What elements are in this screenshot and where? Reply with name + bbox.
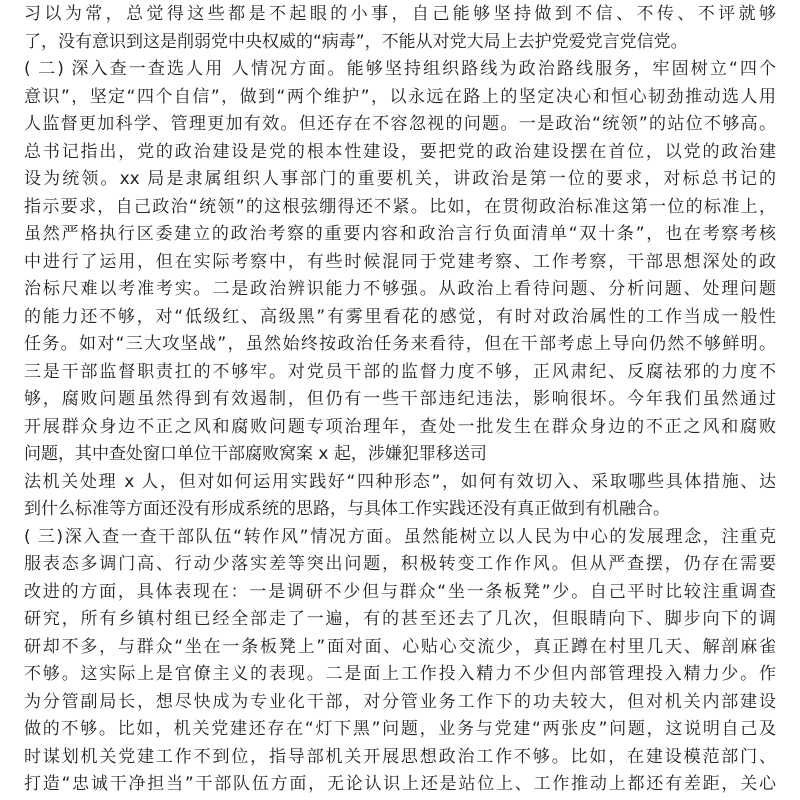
text-line: 研却不多，与群众“坐在一条板凳上”面对面、心贴心交流少，真正蹲在村里几天、解剖麻雀 [24, 636, 776, 657]
text-line: 时谋划机关党建工作不到位，指导部机关开展思想政治工作不够。比如，在建设模范部门、 [24, 746, 776, 767]
text-line: 服表态多调门高、行动少落实差等突出问题，积极转变工作作风。但从严查摆，仍存在需要 [24, 554, 776, 574]
text-line: 够，腐败问题虽然得到有效遏制，但仍有一些干部违纪违法，影响很坏。今年我们虽然通过 [24, 389, 776, 409]
text-line: 总书记指出，党的政治建设是党的根本性建设，要把党的政治建设摆在首位，以党的政治建 [24, 141, 776, 162]
text-line: 虽然严格执行区委建立的政治考察的重要内容和政治言行负面清单“双十条”，也在考察考核 [24, 224, 776, 244]
text-line: 改进的方面，具体表现在：一是调研不少但与群众“坐一条板凳”少。自己平时比较注重调查 [24, 581, 776, 602]
text-line: 中进行了运用，但在实际考察中，有些时候混同于党建考察、工作考察，干部思想深处的政 [24, 251, 776, 272]
text-line: 人监督更加科学、管理更加有效。但还存在不容忽视的问题。一是政治“统领”的站位不够高。 [24, 114, 776, 134]
text-line: 开展群众身边不正之风和腐败问题专项治理年，查处一批发生在群众身边的不正之风和腐败 [24, 416, 776, 437]
text-line: ( 二) 深入查一查选人用 人情况方面。能够坚持组织路线为政治路线服务，牢固树立“四个 [24, 59, 776, 79]
text-line: ( 三)深入查一查干部队伍“转作风”情况方面。虽然能树立以人民为中心的发展理念，注重克 [24, 526, 776, 547]
text-line: 任务。如对“三大攻坚战”，虽然始终按政治任务来看待，但在干部考虑上导向仍然不够鲜明。 [24, 334, 776, 354]
text-line: 打造“忠诚干净担当”干部队伍方面，无论认识上还是站位上、工作推动上都还有差距，关心 [24, 774, 776, 794]
text-line: 到什么标准等方面还没有形成系统的思路，与具体工作实践还没有真正做到有机融合。 [24, 499, 670, 519]
text-line: 问题，其中查处窗口单位干部腐败窝案 x 起，涉嫌犯罪移送司 [24, 444, 487, 464]
text-line: 法机关处理 x 人，但对如何运用实践好“四种形态”，如何有效切入、采取哪些具体措施、达 [24, 471, 776, 492]
text-line: 治标尺难以考准考实。二是政治辨识能力不够强。从政治上看待问题、分析问题、处理问题 [24, 279, 776, 299]
text-line: 习以为常，总觉得这些都是不起眼的小事，自己能够坚持做到不信、不传、不评就够 [24, 4, 776, 24]
text-line: 指示要求，自己政治“统领”的这根弦绷得还不紧。比如，在贯彻政治标准这第一位的标准上， [24, 196, 776, 217]
text-line: 做的不够。比如，机关党建还存在“灯下黑”问题，业务与党建“两张皮”问题，这说明自己及 [24, 719, 776, 739]
text-line: 为分管副局长，想尽快成为专业化干部，对分管业务工作下的功夫较大，但对机关内部建设 [24, 691, 776, 712]
text-line: 不够。这实际上是官僚主义的表现。二是面上工作投入精力不少但内部管理投入精力少。作 [24, 664, 776, 684]
text-line: 了，没有意识到这是削弱党中央权威的“病毒”，不能从对党大局上去护党爱党言党信党。 [24, 31, 688, 52]
text-line: 设为统领。xx 局是隶属组织人事部门的重要机关，讲政治是第一位的要求，对标总书记的 [24, 169, 776, 189]
text-line: 研究，所有乡镇村组已经全部走了一遍，有的甚至还去了几次，但眼睛向下、脚步向下的调 [24, 609, 776, 629]
text-line: 的能力还不够，对“低级红、高级黑”有雾里看花的感觉，有时对政治属性的工作当成一般性 [24, 306, 776, 327]
text-line: 三是干部监督职责扛的不够牢。对党员干部的监督力度不够，正风肃纪、反腐祛邪的力度不 [24, 361, 776, 382]
text-line: 意识”，坚定“四个自信”，做到“两个维护”，以永远在路上的坚定决心和恒心韧劲推动选人用 [24, 86, 776, 107]
